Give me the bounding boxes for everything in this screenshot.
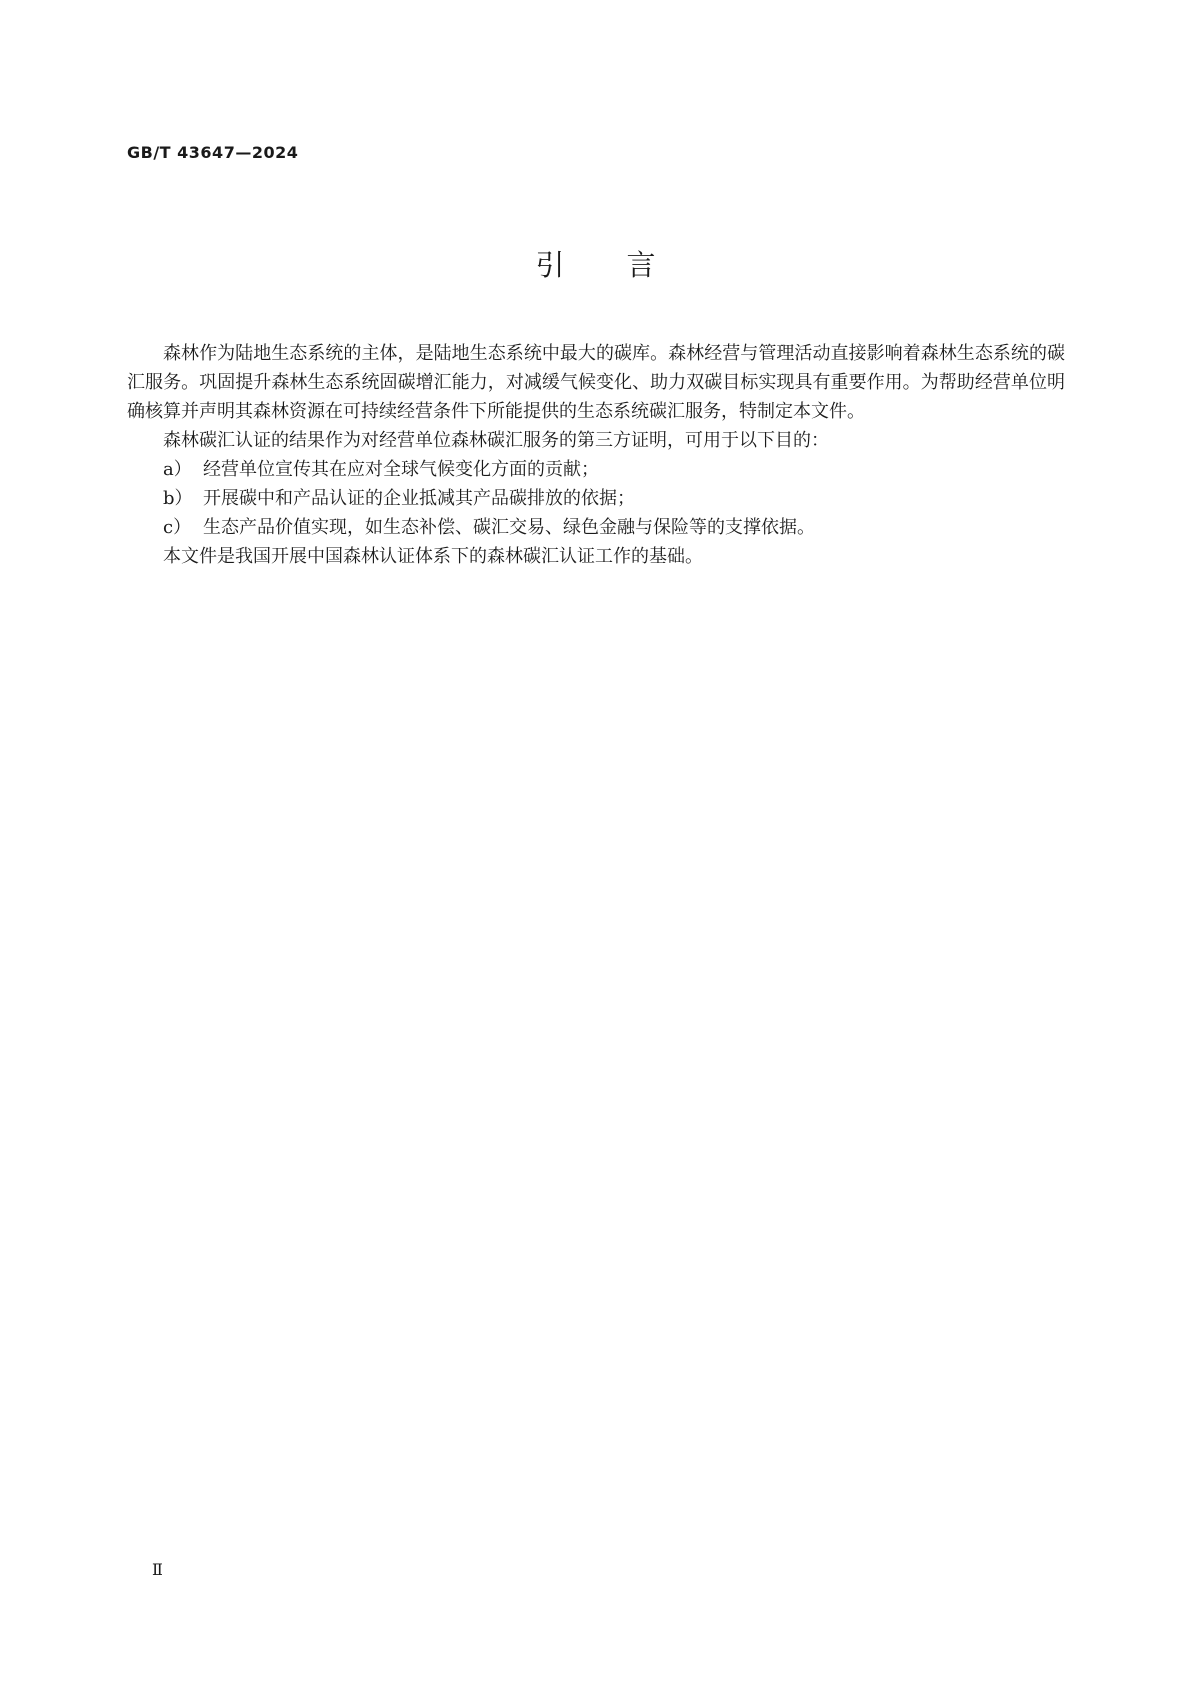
list-item-text: 经营单位宣传其在应对全球气候变化方面的贡献；	[203, 459, 599, 480]
page-number: Ⅱ	[152, 1560, 163, 1579]
list-item-marker: c）	[163, 517, 192, 538]
page-title: 引言	[535, 248, 718, 282]
list-item-marker: a）	[163, 459, 192, 480]
list-item-text: 开展碳中和产品认证的企业抵减其产品碳排放的依据；	[203, 488, 635, 509]
document-body	[127, 339, 1065, 571]
list-item-text: 生态产品价值实现，如生态补偿、碳汇交易、绿色金融与保险等的支撑依据。	[203, 517, 815, 538]
paragraph-purposes: 森林碳汇认证的结果作为对经营单位森林碳汇服务的第三方证明，可用于以下目的：	[163, 430, 829, 451]
list-item	[127, 484, 1065, 513]
list-item	[127, 513, 1065, 542]
paragraph-basis: 本文件是我国开展中国森林认证体系下的森林碳汇认证工作的基础。	[163, 546, 703, 567]
standard-code-header: GB/T 43647—2024	[127, 143, 299, 162]
list-item-marker: b）	[163, 488, 193, 509]
list-item	[127, 455, 1065, 484]
paragraph-intro: 森林作为陆地生态系统的主体，是陆地生态系统中最大的碳库。森林经营与管理活动直接影响着森林生态系统的碳汇服务。巩固提升森林生态系统固碳增汇能力，对减缓气候变化、助力双碳目标实现具有重要作用。为帮助经营单位明确核算并声明其森林资源在可持续经营条件下所能提供的生态系统碳汇服务，特制定本文件。	[127, 343, 1065, 422]
